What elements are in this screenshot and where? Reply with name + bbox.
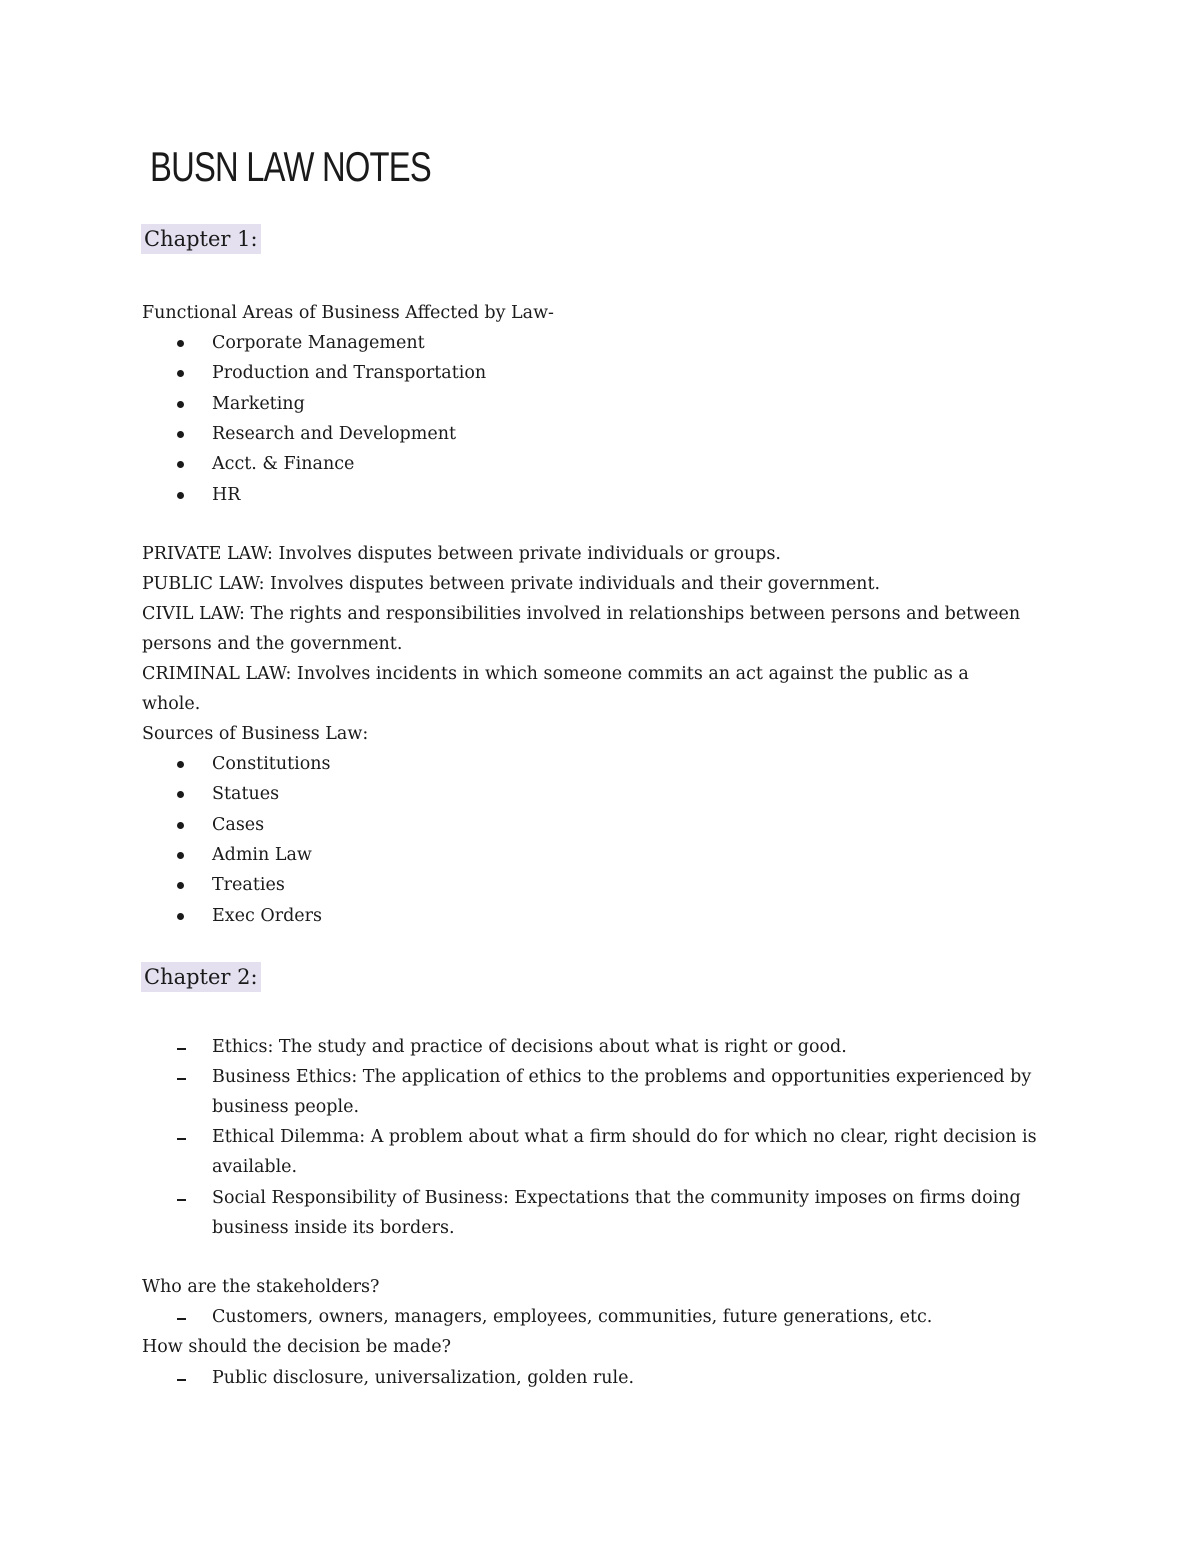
chapter-1-heading: Chapter 1: (141, 224, 261, 254)
ethics-definition: Ethics: The study and practice of decisions about what is right or good. (212, 1037, 847, 1057)
dash-icon (177, 1318, 186, 1320)
bullet-icon (177, 492, 184, 499)
bullet-icon (177, 761, 184, 768)
bullet-icon (177, 882, 184, 889)
private-law-definition: PRIVATE LAW: Involves disputes between private individuals or groups. (142, 544, 781, 564)
dash-icon (177, 1138, 186, 1140)
bullet-icon (177, 431, 184, 438)
bullet-icon (177, 340, 184, 347)
sources-label: Sources of Business Law: (142, 724, 369, 744)
chapter-2-heading: Chapter 2: (141, 962, 261, 992)
stakeholders-question: Who are the stakeholders? (142, 1277, 380, 1297)
civil-law-definition: CIVIL LAW: The rights and responsibilities involved in relationships between persons and between persons and the government. (142, 604, 1021, 654)
criminal-law-definition: CRIMINAL LAW: Involves incidents in which someone commits an act against the public as a whole. (142, 664, 969, 714)
document-title: BUSN LAW NOTES (150, 143, 431, 190)
dash-icon (177, 1078, 186, 1080)
document-page: BUSN LAW NOTES Chapter 1: Functional Areas of Business Affected by Law- Corporate Management Production and Transportation Marketing Research and Development Acct. & Finance HR PRIVATE LAW: Involves disputes between private individuals or groups. PUBLIC LAW: Involves disputes between private individuals and their government. CIVIL LAW: The rights and responsibilities involved in relationships between persons and between persons and the government. CRIMINAL LAW: Involves incidents in which someone commits an act against the public as a whole. Sources of Business Law: Constitutions Statues Cases Admin Law Treaties Exec Orders Chapter 2: Ethics: The study and practice of decisions about what is right or good. Business Ethics: The application of ethics to the problems and opportunities experienced by business people. Ethical Dilemma: A problem about what a firm should do for which no clear, right decision is available. Social Responsibility of Business: Expectations that the community imposes on firms doing business inside its borders. Who are the stakeholders? Customers, owners, managers, employees, communities, future generations, etc. How should the decision be made? Public disclosure, universalization, golden rule. (0, 0, 1200, 1553)
bullet-icon (177, 401, 184, 408)
bullet-icon (177, 913, 184, 920)
bullet-icon (177, 370, 184, 377)
social-responsibility-definition: Social Responsibility of Business: Expectations that the community imposes on firms doing business inside its borders. (212, 1188, 1021, 1238)
bullet-icon (177, 461, 184, 468)
ethical-dilemma-definition: Ethical Dilemma: A problem about what a firm should do for which no clear, right decision is available. (212, 1127, 1037, 1177)
dash-icon (177, 1379, 186, 1381)
business-ethics-definition: Business Ethics: The application of ethics to the problems and opportunities experienced by business people. (212, 1067, 1032, 1117)
dash-icon (177, 1199, 186, 1201)
bullet-icon (177, 791, 184, 798)
bullet-icon (177, 822, 184, 829)
public-law-definition: PUBLIC LAW: Involves disputes between private individuals and their government. (142, 574, 881, 594)
dash-icon (177, 1048, 186, 1050)
bullet-icon (177, 852, 184, 859)
decision-answer: Public disclosure, universalization, golden rule. (212, 1368, 635, 1388)
functional-areas-label: Functional Areas of Business Affected by Law- (142, 303, 554, 323)
stakeholders-answer: Customers, owners, managers, employees, communities, future generations, etc. (212, 1307, 933, 1327)
decision-question: How should the decision be made? (142, 1337, 451, 1357)
